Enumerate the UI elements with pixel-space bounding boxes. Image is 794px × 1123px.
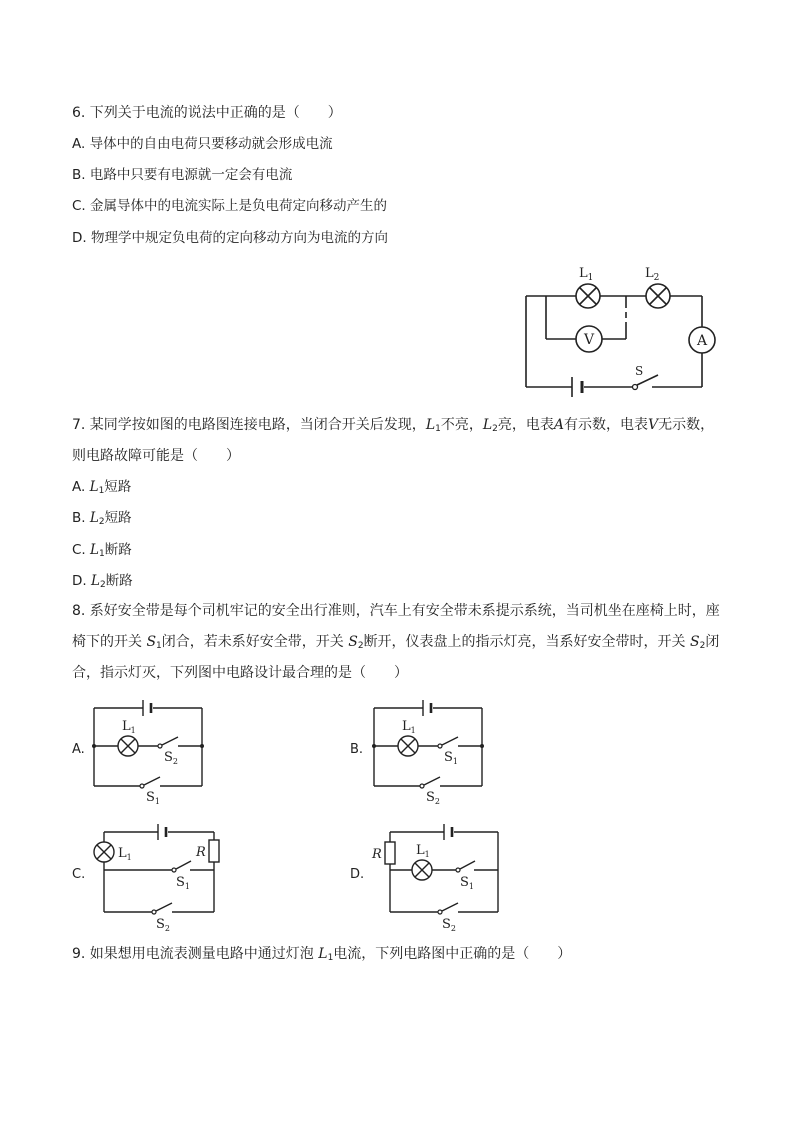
svg-text:S1: $S_1$ [146, 790, 160, 806]
q6-stem: 6. 下列关于电流的说法中正确的是（ ） [72, 105, 342, 121]
q7-l1-sub: 1 [587, 273, 594, 283]
q7-l1-label: L [579, 266, 588, 281]
q7-lamp-l2-icon [646, 284, 670, 308]
q7-l2-label: L [645, 266, 654, 281]
q8-b-bottom-switch-icon [420, 777, 440, 788]
q6-option-a: A. 导体中的自由电荷只要移动就会形成电流 [72, 136, 333, 152]
q8-d-resistor-icon [385, 842, 395, 864]
svg-text:S2: $S_2$ [442, 917, 456, 933]
q8-stem-line2: 椅下的开关 $S_1$闭合，若未系好安全带，开关 $S_2$断开，仪表盘上的指示灯亮，当系好安全带时，开关 $S_2$闭 [72, 634, 720, 651]
q8-a-top-switch-icon [158, 737, 178, 748]
q7-lamp-l1-icon [576, 284, 600, 308]
q8-d-bottom-switch-icon [438, 903, 458, 914]
q8-b-top-switch-icon [438, 737, 458, 748]
q7-option-b: B. $L_2$短路 [72, 510, 132, 527]
svg-text:S2: $S_2$ [426, 790, 440, 806]
q7-l2-sub: 2 [653, 273, 660, 283]
svg-text:L1: $L_1$ [402, 719, 416, 735]
svg-text:L1 [579, 266, 593, 283]
q7-option-c: C. $L_1$断路 [72, 542, 132, 559]
q8-stem-line1: 8. 系好安全带是每个司机牢记的安全出行准则，汽车上有安全带未系提示系统，当司机坐在座椅上时，座 [72, 603, 720, 619]
q7-option-d: D. $L_2$断路 [72, 573, 133, 590]
q8-c-lamp-icon [94, 842, 114, 862]
q8-c-bottom-switch-icon [152, 903, 172, 914]
q8-d-top-switch-icon [456, 861, 475, 872]
q8-circuit-c-label: C. [72, 867, 86, 882]
q7-stem-line1: 7. 某同学按如图的电路图连接电路，当闭合开关后发现，$L_1$不亮，$L_2$亮，电表A有示数，电表V无示数， [72, 417, 715, 434]
svg-text:L1: $L_1$ [122, 719, 136, 735]
svg-text:L1: $L_1$ [416, 843, 430, 859]
q8-b-lamp-icon [398, 736, 418, 756]
q8-circuit-d [368, 822, 508, 934]
q8-circuit-b-label: B. [350, 742, 364, 757]
q8-c-top-switch-icon [172, 861, 191, 872]
svg-text:L1: $L_1$ [118, 846, 132, 862]
svg-text:R: R [372, 847, 382, 862]
q8-circuit-d-label: D. [350, 867, 365, 882]
q7-switch-label: S [635, 364, 644, 378]
q6-option-c: C. 金属导体中的电流实际上是负电荷定向移动产生的 [72, 198, 388, 214]
q8-c-resistor-icon [209, 840, 219, 862]
q7-stem-line2: 则电路故障可能是（ ） [72, 448, 240, 464]
q8-circuit-a [88, 700, 210, 806]
svg-text:L2 [645, 266, 659, 283]
q8-a-bottom-switch-icon [140, 777, 160, 788]
svg-text:S2: $S_2$ [156, 917, 170, 933]
q8-a-lamp-icon [118, 736, 138, 756]
svg-text:R: R [196, 845, 206, 860]
q7-option-a: A. $L_1$短路 [72, 479, 132, 496]
q7-circuit-diagram [520, 262, 730, 394]
svg-text:S1: $S_1$ [444, 750, 458, 766]
svg-text:S1: $S_1$ [460, 875, 474, 891]
q8-d-lamp-icon [412, 860, 432, 880]
q7-ammeter-label: A [696, 333, 708, 349]
q6-option-b: B. 电路中只要有电源就一定会有电流 [72, 167, 293, 183]
svg-text:S1: $S_1$ [176, 875, 190, 891]
q8-circuit-a-label: A. [72, 742, 85, 757]
q6-option-d: D. 物理学中规定负电荷的定向移动方向为电流的方向 [72, 230, 388, 246]
q8-circuit-b [368, 700, 490, 806]
q9-stem: 9. 如果想用电流表测量电路中通过灯泡 $L_1$电流，下列电路图中正确的是（ ） [72, 946, 572, 963]
q8-circuit-c [92, 822, 222, 934]
q8-stem-line3: 合，指示灯灭，下列图中电路设计最合理的是（ ） [72, 665, 408, 681]
q7-battery-icon [572, 377, 582, 397]
svg-text:S2: $S_2$ [164, 750, 178, 766]
q7-voltmeter-label: V [583, 332, 595, 348]
